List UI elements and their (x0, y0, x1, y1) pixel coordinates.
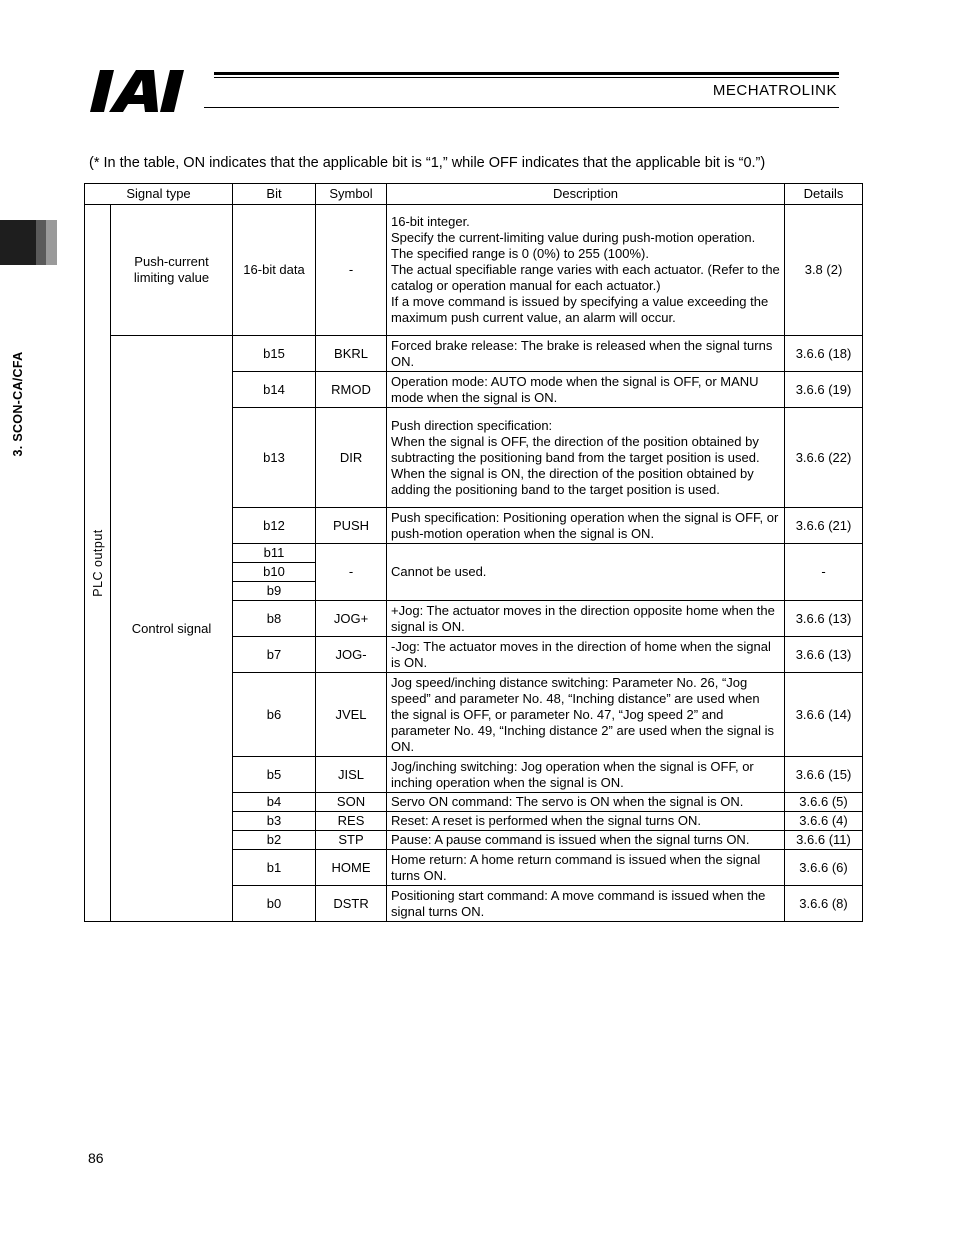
bit-cell: b2 (233, 831, 316, 850)
push-current-description: 16-bit integer. Specify the current-limiting value during push-motion operation. The specified range is 0 (0%) to 255 (100%). The actual specifiable range varies with each actuator. (Refer to the catalog or operation manual for each actuator.) If a move command is issued by specifying a value exceeding the maximum push current value, an alarm will occur. (387, 205, 785, 336)
header-section-label: MECHATROLINK (712, 82, 837, 99)
symbol-cell: JISL (316, 757, 387, 793)
symbol-cell: JOG- (316, 637, 387, 673)
bit-cell: b11 (233, 544, 316, 563)
symbol-cell: DSTR (316, 886, 387, 922)
description-cell: Push direction specification: When the signal is OFF, the direction of the position obtained by subtracting the positioning band from the target position is used. When the signal is ON, the direction of the position obtained by adding the positioning band to the target position is used. (387, 408, 785, 508)
symbol-cell: BKRL (316, 336, 387, 372)
plc-output-signal-table (84, 183, 863, 922)
details-cell: 3.6.6 (4) (785, 812, 863, 831)
push-current-symbol: - (316, 205, 387, 336)
chapter-side-label: 3. SCON-CA/CFA (11, 351, 25, 457)
details-cell: 3.6.6 (13) (785, 601, 863, 637)
header-symbol: Symbol (316, 184, 387, 205)
details-cell: 3.6.6 (13) (785, 637, 863, 673)
bit-cell: b3 (233, 812, 316, 831)
bit-cell: b4 (233, 793, 316, 812)
details-cell: 3.6.6 (19) (785, 372, 863, 408)
header-details: Details (785, 184, 863, 205)
description-cell: Push specification: Positioning operation when the signal is OFF, or push-motion operation when the signal is ON. (387, 508, 785, 544)
header-rule-thick (214, 72, 839, 75)
reserved-details: - (785, 544, 863, 601)
push-current-details: 3.8 (2) (785, 205, 863, 336)
details-cell: 3.6.6 (14) (785, 673, 863, 757)
symbol-cell: RMOD (316, 372, 387, 408)
bit-cell: b10 (233, 563, 316, 582)
plc-output-group-cell (85, 205, 111, 922)
description-cell: Servo ON command: The servo is ON when the signal is ON. (387, 793, 785, 812)
symbol-cell: JOG+ (316, 601, 387, 637)
control-signal-label: Control signal (111, 336, 233, 922)
table-row (85, 336, 863, 372)
symbol-cell: JVEL (316, 673, 387, 757)
bit-cell: b7 (233, 637, 316, 673)
details-cell: 3.6.6 (22) (785, 408, 863, 508)
chapter-tab-marker (0, 220, 36, 265)
description-cell: Home return: A home return command is issued when the signal turns ON. (387, 850, 785, 886)
header-bit: Bit (233, 184, 316, 205)
description-cell: Operation mode: AUTO mode when the signal is OFF, or MANU mode when the signal is ON. (387, 372, 785, 408)
page-number: 86 (88, 1150, 104, 1166)
bit-cell: b15 (233, 336, 316, 372)
bit-cell: b1 (233, 850, 316, 886)
symbol-cell: DIR (316, 408, 387, 508)
details-cell: 3.6.6 (15) (785, 757, 863, 793)
plc-output-label: PLC output (90, 529, 105, 597)
table-row (85, 205, 863, 336)
description-cell: Forced brake release: The brake is released when the signal turns ON. (387, 336, 785, 372)
symbol-cell: RES (316, 812, 387, 831)
iai-logo (90, 70, 210, 112)
details-cell: 3.6.6 (6) (785, 850, 863, 886)
bit-cell: b12 (233, 508, 316, 544)
table-header-row (85, 184, 863, 205)
chapter-tab-marker-light (46, 220, 57, 265)
bit-cell: b0 (233, 886, 316, 922)
reserved-symbol: - (316, 544, 387, 601)
details-cell: 3.6.6 (21) (785, 508, 863, 544)
push-current-bit: 16-bit data (233, 205, 316, 336)
header-rule-thin (214, 77, 839, 78)
details-cell: 3.6.6 (11) (785, 831, 863, 850)
symbol-cell: PUSH (316, 508, 387, 544)
bit-cell: b14 (233, 372, 316, 408)
header-signal-type: Signal type (85, 184, 233, 205)
header-rule-bottom (204, 107, 839, 108)
bit-cell: b9 (233, 582, 316, 601)
bit-cell: b8 (233, 601, 316, 637)
details-cell: 3.6.6 (18) (785, 336, 863, 372)
description-cell: Positioning start command: A move command is issued when the signal turns ON. (387, 886, 785, 922)
description-cell: +Jog: The actuator moves in the direction opposite home when the signal is ON. (387, 601, 785, 637)
symbol-cell: SON (316, 793, 387, 812)
bit-cell: b13 (233, 408, 316, 508)
reserved-description: Cannot be used. (387, 544, 785, 601)
description-cell: -Jog: The actuator moves in the direction of home when the signal is ON. (387, 637, 785, 673)
symbol-cell: HOME (316, 850, 387, 886)
push-current-type: Push-current limiting value (111, 205, 233, 336)
bit-cell: b5 (233, 757, 316, 793)
description-cell: Jog/inching switching: Jog operation when the signal is OFF, or inching operation when the signal is ON. (387, 757, 785, 793)
bit-cell: b6 (233, 673, 316, 757)
table-note: (* In the table, ON indicates that the applicable bit is “1,” while OFF indicates that the applicable bit is “0.”) (89, 155, 766, 171)
description-cell: Reset: A reset is performed when the signal turns ON. (387, 812, 785, 831)
details-cell: 3.6.6 (5) (785, 793, 863, 812)
chapter-tab-marker-mid (36, 220, 46, 265)
header-description: Description (387, 184, 785, 205)
details-cell: 3.6.6 (8) (785, 886, 863, 922)
symbol-cell: STP (316, 831, 387, 850)
description-cell: Pause: A pause command is issued when the signal turns ON. (387, 831, 785, 850)
description-cell: Jog speed/inching distance switching: Parameter No. 26, “Jog speed” and parameter No. 48, “Inching distance” are used when the signal is OFF, or parameter No. 47, “Jog speed 2” and parameter No. 49, “Inching distance 2” are used when the signal is ON. (387, 673, 785, 757)
